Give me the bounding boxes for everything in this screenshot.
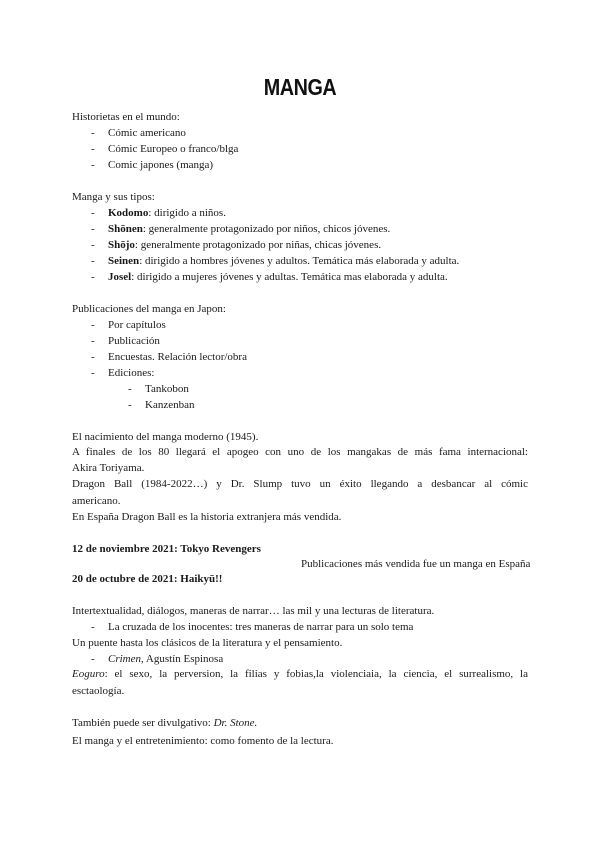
page-title: MANGA bbox=[263, 74, 337, 100]
bullet-dash: - bbox=[128, 399, 132, 411]
work-title: Crimen bbox=[108, 653, 141, 665]
date-haikyu: 20 de octubre de 2021: Haikyū!! bbox=[72, 573, 223, 585]
bullet-dash: - bbox=[91, 127, 95, 139]
list-item-shojo bbox=[108, 238, 381, 252]
list-item-seinen bbox=[108, 254, 459, 268]
list-item-shonen bbox=[108, 222, 390, 236]
sub-list-item: Kanzenban bbox=[145, 399, 195, 411]
type-name: Kodomo bbox=[108, 207, 149, 219]
work-title: Eoguro bbox=[72, 668, 105, 680]
section-heading-publicaciones: Publicaciones del manga en Japon: bbox=[72, 303, 226, 315]
bullet-dash: - bbox=[91, 653, 95, 665]
list-item: Cómic americano bbox=[108, 127, 186, 139]
paragraph-line: Intertextualidad, diálogos, maneras de narrar… las mil y una lecturas de literatura. bbox=[72, 605, 435, 617]
bullet-dash: - bbox=[91, 319, 95, 331]
bullet-dash: - bbox=[91, 255, 95, 267]
list-item: La cruzada de los inocentes: tres maneras de narrar para un solo tema bbox=[108, 621, 414, 633]
bullet-dash: - bbox=[91, 351, 95, 363]
paragraph-text: : el sexo, la perversion, la filias y fobias,la violenciaia, la ciencia, el surrealismo, la bbox=[104, 668, 528, 680]
bullet-dash: - bbox=[91, 223, 95, 235]
bullet-dash: - bbox=[91, 335, 95, 347]
list-item-josel bbox=[108, 270, 448, 284]
date-tokyo-revengers: 12 de noviembre 2021: Tokyo Revengers bbox=[72, 543, 261, 555]
type-desc: : generalmente protagonizado por niños, chicos jóvenes. bbox=[142, 223, 391, 235]
work-author: , Agustín Espinosa bbox=[141, 653, 224, 665]
bullet-dash: - bbox=[91, 239, 95, 251]
bullet-dash: - bbox=[91, 143, 95, 155]
list-item: Ediciones: bbox=[108, 367, 155, 379]
type-desc: : dirigido a mujeres jóvenes y adultas. Temática mas elaborada y adulta. bbox=[131, 271, 448, 283]
paragraph-line: Un puente hasta los clásicos de la literatura y el pensamiento. bbox=[72, 637, 343, 649]
type-name: Josel bbox=[108, 271, 132, 283]
paragraph-line: A finales de los 80 llegará el apogeo con uno de los mangakas de más fama internacional: bbox=[72, 446, 528, 458]
list-item-kodomo bbox=[108, 206, 226, 220]
list-item: Por capítulos bbox=[108, 319, 166, 331]
section-heading-historietas: Historietas en el mundo: bbox=[72, 111, 180, 123]
list-item: Comic japones (manga) bbox=[108, 159, 214, 171]
paragraph-line: El nacimiento del manga moderno (1945). bbox=[72, 431, 259, 443]
paragraph-text: También puede ser divulgativo: bbox=[72, 717, 214, 729]
note-line: Publicaciones más vendida fue un manga en España bbox=[301, 558, 531, 570]
list-item-crimen bbox=[108, 652, 223, 666]
bullet-dash: - bbox=[91, 159, 95, 171]
list-item: Cómic Europeo o franco/blga bbox=[108, 143, 239, 155]
paragraph-line: Dragon Ball (1984-2022…) y Dr. Slump tuvo un éxito llegando a desbancar al cómic bbox=[72, 478, 528, 490]
list-item: Encuestas. Relación lector/obra bbox=[108, 351, 247, 363]
type-desc: : dirigido a hombres jóvenes y adultos. Temática más elaborada y adulta. bbox=[139, 255, 460, 267]
bullet-dash: - bbox=[91, 271, 95, 283]
bullet-dash: - bbox=[91, 367, 95, 379]
section-heading-tipos: Manga y sus tipos: bbox=[72, 191, 155, 203]
bullet-dash: - bbox=[91, 207, 95, 219]
type-desc: : dirigido a niños. bbox=[148, 207, 226, 219]
paragraph-line: El manga y el entretenimiento: como fomento de la lectura. bbox=[72, 735, 334, 747]
bullet-dash: - bbox=[91, 621, 95, 633]
bullet-dash: - bbox=[128, 383, 132, 395]
type-name: Seinen bbox=[108, 255, 140, 267]
type-name: Shōjo bbox=[108, 239, 135, 251]
paragraph-line bbox=[72, 666, 528, 682]
type-name: Shōnen bbox=[108, 223, 143, 235]
paragraph-line: esctaología. bbox=[72, 685, 125, 697]
type-desc: : generalmente protagonizado por niñas, chicas jóvenes. bbox=[134, 239, 382, 251]
sub-list-item: Tankobon bbox=[145, 383, 189, 395]
paragraph-line: americano. bbox=[72, 495, 121, 507]
paragraph-line bbox=[72, 716, 257, 730]
list-item: Publicación bbox=[108, 335, 160, 347]
work-title: Dr. Stone. bbox=[213, 717, 258, 729]
paragraph-line: En España Dragon Ball es la historia extranjera más vendida. bbox=[72, 511, 342, 523]
paragraph-line: Akira Toriyama. bbox=[72, 462, 145, 474]
